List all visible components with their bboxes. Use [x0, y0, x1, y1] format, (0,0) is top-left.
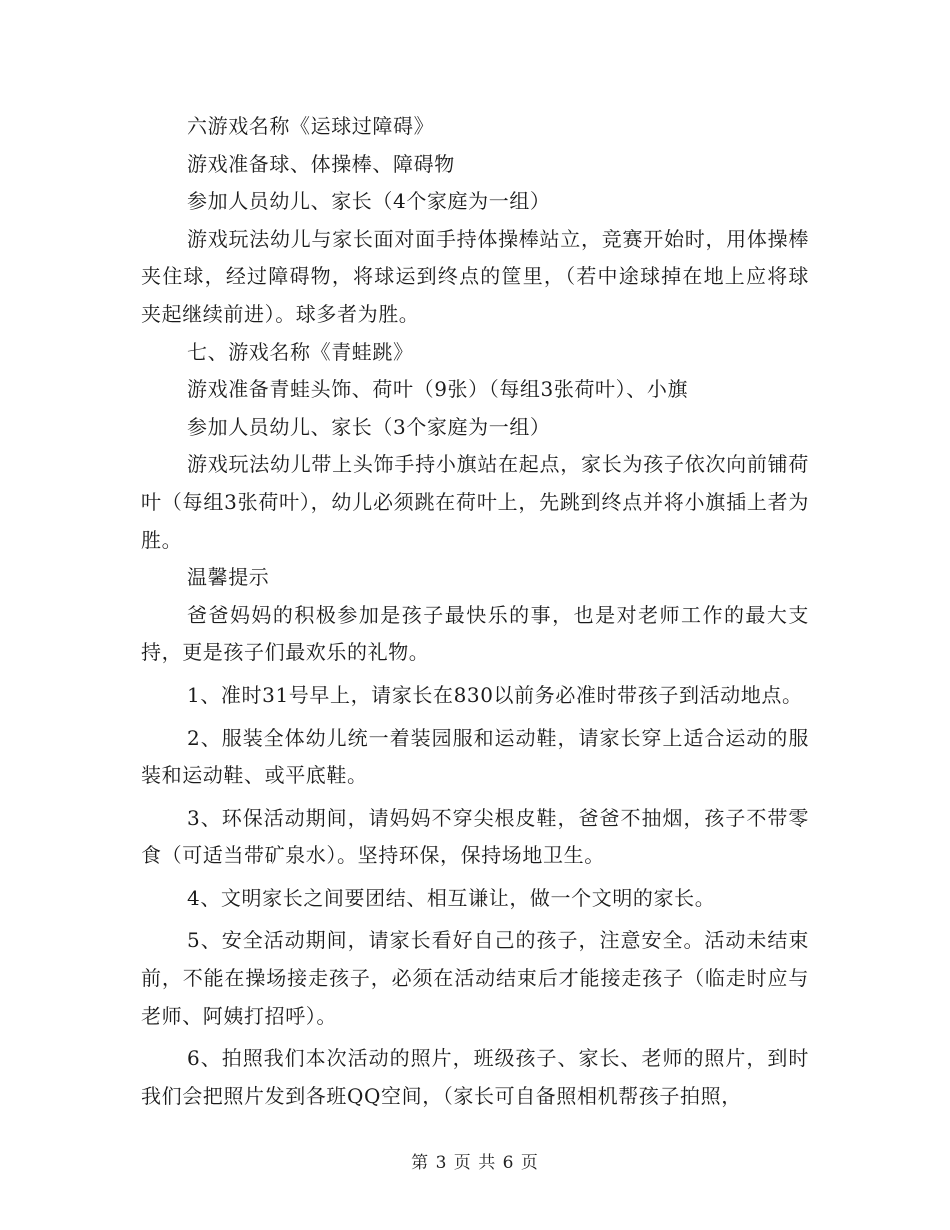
tip-6-photos: 6、拍照我们本次活动的照片，班级孩子、家长、老师的照片，到时我们会把照片发到各班QQ空间，（家长可自备照相机帮孩子拍照，	[141, 1046, 809, 1108]
game-7-preparation: 游戏准备青蛙头饰、荷叶（9张）（每组3张荷叶）、小旗	[187, 377, 689, 402]
tip-4-civility: 4、文明家长之间要团结、相互谦让，做一个文明的家长。	[187, 885, 716, 910]
page-number-footer: 第 3 页 共 6 页	[411, 1153, 539, 1173]
game-6-preparation: 游戏准备球、体操棒、障碍物	[187, 151, 455, 176]
game-6-participants: 参加人员幼儿、家长（4个家庭为一组）	[187, 189, 551, 214]
tip-3-environment: 3、环保活动期间，请妈妈不穿尖根皮鞋，爸爸不抽烟，孩子不带零食（可适当带矿泉水）。坚持环保，保持场地卫生。	[141, 805, 809, 868]
game-6-title: 六游戏名称《运球过障碍》	[187, 114, 435, 138]
game-6-rules: 游戏玩法幼儿与家长面对面手持体操棒站立，竞赛开始时，用体操棒夹住球，经过障碍物，将球运到终点的筐里，（若中途球掉在地上应将球夹起继续前进）。球多者为胜。	[141, 226, 809, 326]
document-body	[141, 108, 809, 1115]
game-7-participants: 参加人员幼儿、家长（3个家庭为一组）	[187, 414, 551, 439]
tips-heading: 温馨提示	[187, 565, 270, 590]
game-7-rules: 游戏玩法幼儿带上头饰手持小旗站在起点，家长为孩子依次向前铺荷叶（每组3张荷叶），幼儿必须跳在荷叶上，先跳到终点并将小旗插上者为胜。	[141, 452, 809, 552]
game-7-title: 七、游戏名称《青蛙跳》	[187, 339, 414, 364]
tips-intro: 爸爸妈妈的积极参加是孩子最快乐的事，也是对老师工作的最大支持，更是孩子们最欢乐的礼物。	[141, 602, 809, 665]
tip-1-punctuality: 1、准时31号早上，请家长在830以前务必准时带孩子到活动地点。	[187, 682, 803, 707]
tip-2-clothing: 2、服装全体幼儿统一着装园服和运动鞋，请家长穿上适合运动的服装和运动鞋、或平底鞋。	[141, 725, 809, 788]
tip-5-safety: 5、安全活动期间，请家长看好自己的孩子，注意安全。活动未结束前，不能在操场接走孩子，必须在活动结束后才能接走孩子（临走时应与老师、阿姨打招呼）。	[141, 928, 809, 1028]
